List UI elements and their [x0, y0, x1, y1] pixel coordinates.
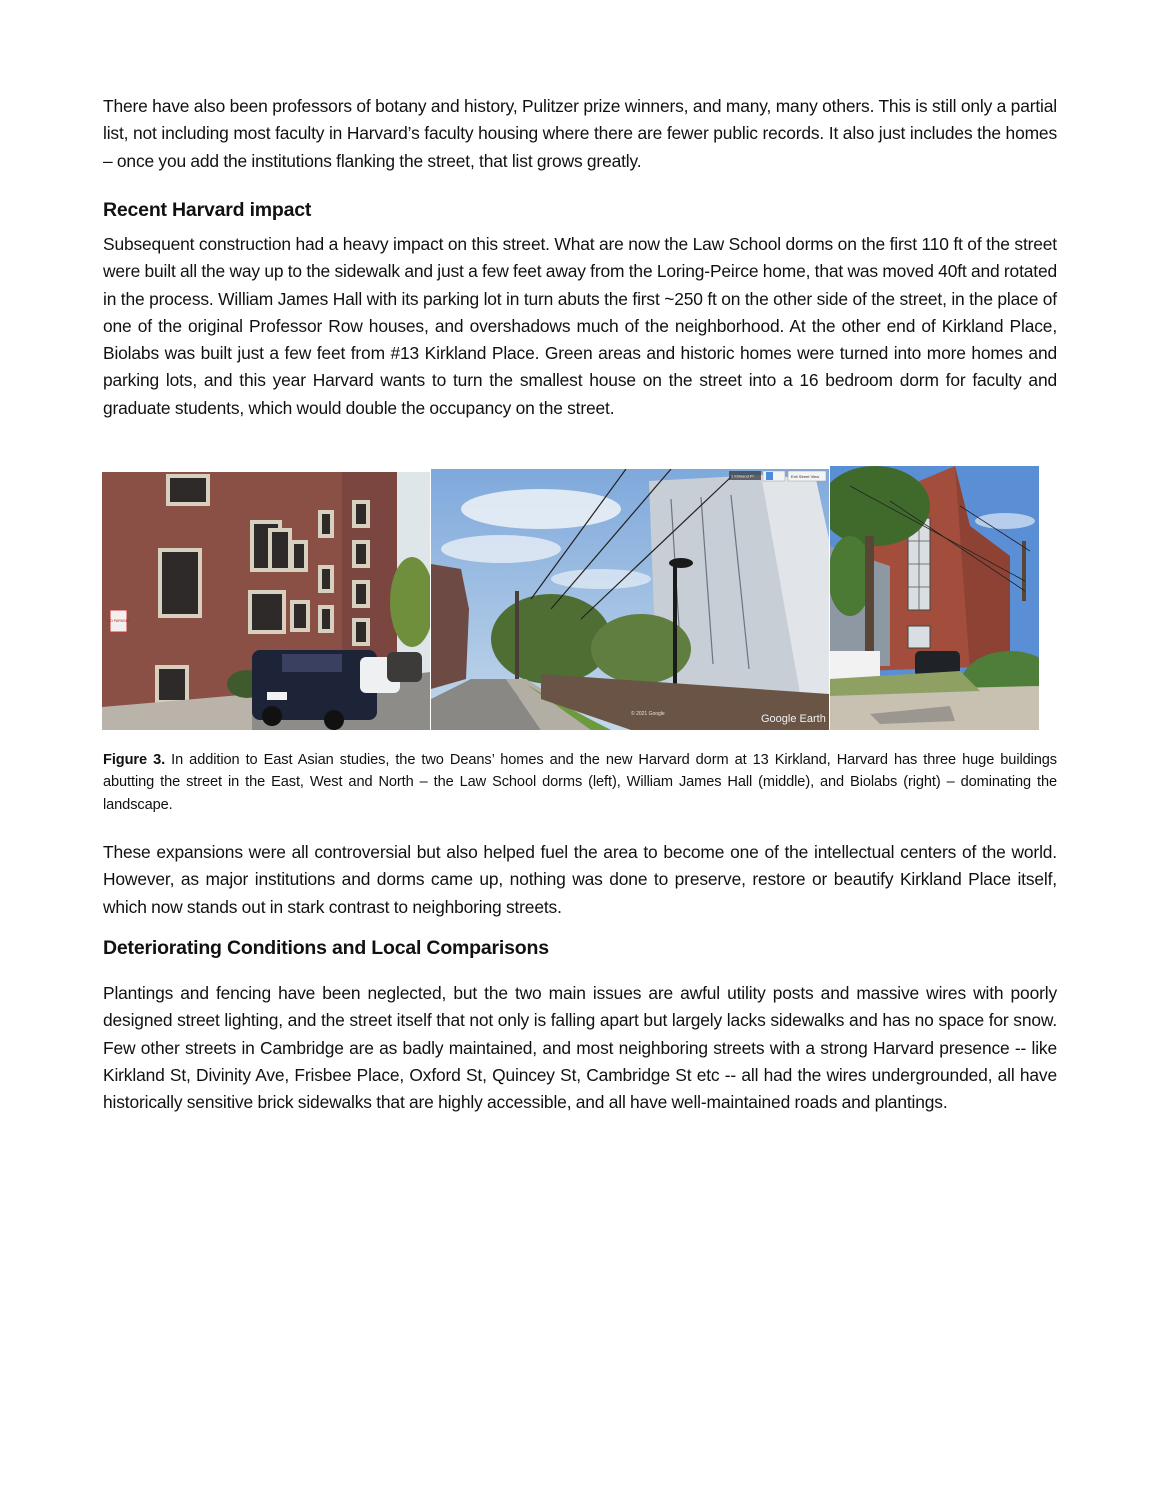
figure-caption-text: In addition to East Asian studies, the two Deans’ homes and the new Harvard dorm at 13 Kirkland, Harvard has three huge buildings abutting the street in the East, West and North – the Law School dorms (left), William James Hall (middle), and Biolabs (right) – dominating the landscape.	[103, 752, 1057, 813]
photo-biolabs	[830, 466, 1039, 730]
google-earth-watermark: Google Earth	[761, 713, 826, 725]
streetview-address: 1 Kirkland Pl	[731, 473, 754, 479]
deteriorating-heading: Deteriorating Conditions and Local Comparisons	[103, 937, 549, 959]
conditions-paragraph: Plantings and fencing have been neglected, but the two main issues are awful utility posts and massive wires with poorly designed street lighting, and the street itself that not only is falling apart but largely lacks sidewalks and has no space for snow. Few other streets in Cambridge are as badly maintained, and most neighboring streets with a strong Harvard presence -- like Kirkland St, Divinity Ave, Frisbee Place, Oxford St, Quincey St, Cambridge St etc -- all had the wires undergrounded, all have historically sensitive brick sidewalks that are highly accessible, and all have well-maintained roads and plantings.	[103, 983, 1057, 1113]
intro-paragraph: There have also been professors of botany and history, Pulitzer prize winners, and many, many others. This is still only a partial list, not including most faculty in Harvard’s faculty housing where there are fewer public records. It also just includes the homes – once you add the institutions flanking the street, that list grows greatly.	[103, 96, 1057, 171]
recent-impact-heading: Recent Harvard impact	[103, 199, 312, 221]
figure-label: Figure 3.	[103, 752, 166, 768]
photo-william-james-hall	[431, 469, 829, 730]
impact-paragraph: Subsequent construction had a heavy impact on this street. What are now the Law School dorms on the first 110 ft of the street were built all the way up to the sidewalk and just a few feet away from the Loring-Peirce home, that was moved 40ft and rotated in the process. William James Hall with its parking lot in turn abuts the first ~250 ft on the other side of the street, in the place of one of the original Professor Row houses, and overshadows much of the neighborhood. At the other end of Kirkland Place, Biolabs was built just a few feet from #13 Kirkland Place. Green areas and historic homes were turned into more homes and parking lots, and this year Harvard wants to turn the smallest house on the street into a 16 bedroom dorm for faculty and graduate students, which would double the occupancy on the street.	[103, 234, 1057, 418]
no-parking-sign: NO PARKING	[107, 619, 130, 623]
copyright-text: © 2021 Google	[631, 711, 665, 717]
figure-caption	[103, 749, 1057, 816]
photo-law-school-dorms	[102, 472, 430, 730]
exit-street-view-button: Exit Street View	[791, 474, 820, 479]
expansions-paragraph: These expansions were all controversial but also helped fuel the area to become one of the intellectual centers of the world. However, as major institutions and dorms came up, nothing was done to preserve, restore or beautify Kirkland Place itself, which now stands out in stark contrast to neighboring streets.	[103, 842, 1057, 917]
